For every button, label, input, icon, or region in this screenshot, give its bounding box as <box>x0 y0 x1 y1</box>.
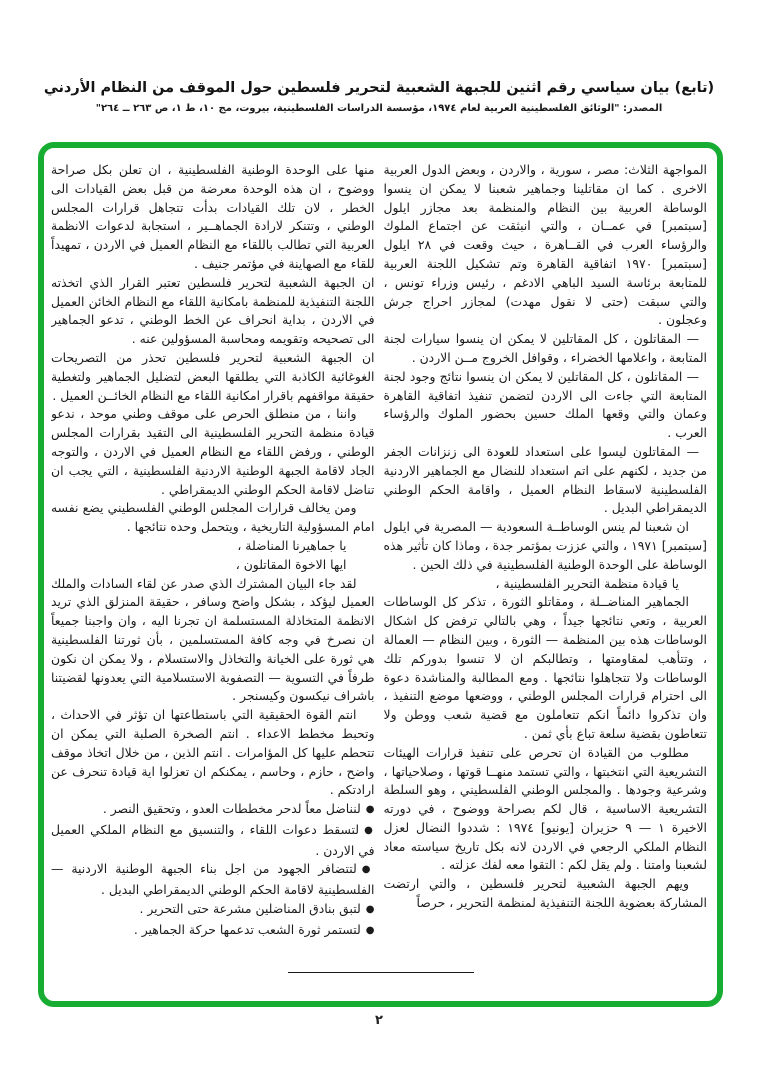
end-divider <box>288 972 474 973</box>
bullet-icon: ● <box>365 904 375 916</box>
paragraph: المواجهة الثلاث: مصر ، سورية ، والاردن ، وبعض الدول العربية الاخرى . كما ان مقاتلينا وجماهير شعبنا لا يمكن ان ينسوا الوساطة العربية بين النظام والمنظمة بعد مجازر ايلول [سبتمبر] في عمــان ، والتي انبثقت عن اجتماع الملوك والرؤساء العرب في القــاهرة ، حيث وقعت في ٢٨ ايلول [سبتمبر] ١٩٧٠ اتفاقية القاهرة وتم تشكيل اللجنة العربية للمتابعة برئاسة السيد الباهي الادغم ، رئيس وزراء تونس ، والتي سبقت (حتى لا نقول مهدت) لمجازر احراج جرش وعجلون . <box>383 162 707 328</box>
bullet-list-item <box>51 800 375 821</box>
paragraph: ان الجبهة الشعبية لتحرير فلسطين تعتبر القرار الذي اتخذته اللجنة التنفيذية للمنظمة بامكانية اللقاء مع النظام الخائن العميل في الاردن ، بداية انحراف عن الخط الوطني ، تدعو الجماهير الى تصحيحه وتقويمه ومحاسبة المسؤولين عنه . <box>51 274 375 347</box>
bullet-text: لتتضافر الجهود من اجل بناء الجبهة الوطنية الاردنية — الفلسطينية لاقامة الحكم الوطني الديمقراطي البديل . <box>51 861 375 898</box>
paragraph: واننا ، من منطلق الحرص على موقف وطني موحد ، ندعو قيادة منظمة التحرير الفلسطينية الى التقيد بقرارات المجلس الوطني ، ورفض اللقاء مع النظام العميل في الاردن ، والتوجه الجاد لاقامة الجبهة الوطنية الاردنية الفلسطينية ، التي يجب ان تناضل لاقامة الحكم الوطني الديمقراطي . <box>51 406 375 497</box>
paragraph: لقد جاء البيان المشترك الذي صدر عن لقاء السادات والملك العميل ليؤكد ، بشكل واضح وسافر ، حقيقة المنزلق الذي تريد الانظمة المتخاذلة المستسلمة ان تجرنا اليه ، وان واجبنا جميعاً ان نصرخ في وجه كافة المستسلمين ، بأن ثورتنا الفلسطينية هي ثورة على الخيانة والتخاذل والاستسلام ، ولا يمكن ان نكون طرفاً في التسوية — التصفوية الاستسلامية التي يعدونها لقضيتنا باشراف نيكسون وكيسنجر . <box>51 575 375 704</box>
paragraph: — المقاتلون ، كل المقاتلين لا يمكن ان ينسوا نتائج وجود لجنة المتابعة التي جاءت الى الاردن لتضمن تنفيذ اتفاقية القاهرة وعمان والتي وقعها الملك حسين بحضور الملوك والرؤساء العرب . <box>383 368 707 441</box>
bullet-icon: ● <box>365 804 375 816</box>
paragraph: انتم القوة الحقيقية التي باستطاعتها ان تؤثر في الاحداث ، وتحبط مخطط الاعداء . انتم الصخرة الصلبة التي يمكن ان تتحطم عليها كل المؤامرات . انتم الذين ، من خلال اتخاذ موقف واضح ، حازم ، وحاسم ، يمكنكم ان تعزلوا اية قيادة تنحرف عن ارادتكم . <box>51 707 375 798</box>
paragraph: ايها الاخوة المقاتلون ، <box>235 556 347 572</box>
bullet-icon: ● <box>361 864 375 876</box>
green-border-frame <box>38 142 723 1007</box>
paragraph: ان الجبهة الشعبية لتحرير فلسطين تحذر من التصريحات الغوغائية الكاذبة التي يطلقها البعض لتضليل الجماهير ولتغطية حقيقة مواقفهم باقرار امكانية اللقاء مع النظام الخائــن العميل . <box>51 349 375 403</box>
bullet-list-item <box>51 921 375 942</box>
page-header <box>0 79 758 114</box>
bullet-text: لنناضل معاً لدحر مخططات العدو ، وتحقيق النصر . <box>102 801 361 817</box>
text-columns <box>51 161 707 965</box>
paragraph: — المقاتلون ، كل المقاتلين لا يمكن ان ينسوا سيارات لجنة المتابعة ، واعلامها الخضراء ، وقوافل الخروج مــن الاردن . <box>383 331 707 365</box>
paragraph: ان شعبنا لم ينس الوساطــة السعودية — المصرية في ايلول [سبتمبر] ١٩٧١ ، والتي عززت بمؤتمر جدة ، وماذا كان تأثير هذه الوساطة على الوحدة الوطنية الفلسطينية في ذلك الحين . <box>383 519 707 572</box>
column-right <box>384 161 708 965</box>
bullet-list-item <box>51 900 375 921</box>
bullet-icon: ● <box>364 824 375 836</box>
bullet-icon: ● <box>365 924 375 936</box>
paragraph: الجماهير المناضــلة ، ومقاتلو الثورة ، تذكر كل الوساطات العربية ، وتعي نتائجها جيداً ، وهي بالتالي ترفض كل اشكال الوساطات هذه بين المنظمة — الثورة ، وبين النظام — العمالة ، وتتأهب لمقاومتها ، وتطالبكم ان لا تنسوا بدوركم تلك الوساطات ولا تتجاهلوا نتائجها . ومع المطالبة والمناشدة دعوة الى احترام قرارات المجلس الوطني ، ووضعها موضع التنفيذ ، وان تذكروا دائماً انكم تتعاملون مع قضية شعب ووطن ولا تتعاطون بقضية سلعة تباع بأي ثمن . <box>383 594 707 741</box>
column-left <box>51 161 375 965</box>
bullet-list-item <box>51 860 375 900</box>
paragraph: ويهم الجبهة الشعبية لتحرير فلسطين ، والتي ارتضت المشاركة بعضوية اللجنة التنفيذية لمنظمة التحرير ، حرصاً <box>383 876 707 911</box>
bullet-text: لتبق بنادق المناضلين مشرعة حتى التحرير . <box>139 901 361 917</box>
paragraph: — المقاتلون ليسوا على استعداد للعودة الى زنزانات الجفر من جديد ، لكنهم على اتم استعداد للنضال مع الجماهير الاردنية الفلسطينية لاسقاط النظام العميل ، واقامة الحكم الوطني الديمقراطي البديل . <box>383 443 707 516</box>
bullet-text: لتستمر ثورة الشعب تدعمها حركة الجماهير . <box>133 921 361 937</box>
source-line: المصدر: "الوثائق الفلسطينية العربية لعام ١٩٧٤، مؤسسة الدراسات الفلسطينية، بيروت، مج ١٠، ط ١، ص ٢٦٣ ــ ٢٦٤" <box>95 102 663 114</box>
paragraph: يا قيادة منظمة التحرير الفلسطينية ، <box>495 575 679 591</box>
page-title: (تابع) بيان سياسي رقم اثنين للجبهة الشعبية لتحرير فلسطين حول الموقف من النظام الأردني <box>43 80 715 96</box>
paragraph: ومن يخالف قرارات المجلس الوطني الفلسطيني يضع نفسه امام المسؤولية التاريخية ، ويتحمل وحده نتائجها . <box>51 500 375 535</box>
paragraph: مطلوب من القيادة ان تحرص على تنفيذ قرارات الهيئات التشريعية التي انتخبتها ، والتي تستمد منهــا قوتها ، وصلاحياتها ، وشرعية وجودها . والمجلس الوطني الفلسطيني ، وهو السلطة التشريعية الاساسية ، قال لكم بصراحة ووضوح ، في دورته الاخيرة ١ — ٩ حزيران [يونيو] ١٩٧٤ : شددوا النضال لعزل النظام الملكي الرجعي في الاردن لانه بكل تاريخ سياسته معاد لشعبنا وامتنا . ولم يقل لكم : التقوا معه لفك عزلته . <box>383 744 707 873</box>
bullet-list-item <box>51 821 375 861</box>
paragraph: يا جماهيرنا المناضلة ، <box>237 537 347 553</box>
page-number: ٢ <box>375 1013 383 1028</box>
bullet-text: لتسقط دعوات اللقاء ، والتنسيق مع النظام الملكي العميل في الاردن . <box>51 821 375 858</box>
paragraph: منها على الوحدة الوطنية الفلسطينية ، ان تعلن بكل صراحة ووضوح ، ان هذه الوحدة معرضة من قبل بعض القيادات الى الخطر ، لان تلك القيادات بدأت تتجاهل قرارات المجلس الوطني ، وتتنكر لارادة الجماهــير ، استجابة لدعوات الانظمة العربية التي تطالب باللقاء مع النظام العميل في الاردن ، تمهيداً للقاء مع الصهاينة في مؤتمر جنيف . <box>51 162 375 271</box>
